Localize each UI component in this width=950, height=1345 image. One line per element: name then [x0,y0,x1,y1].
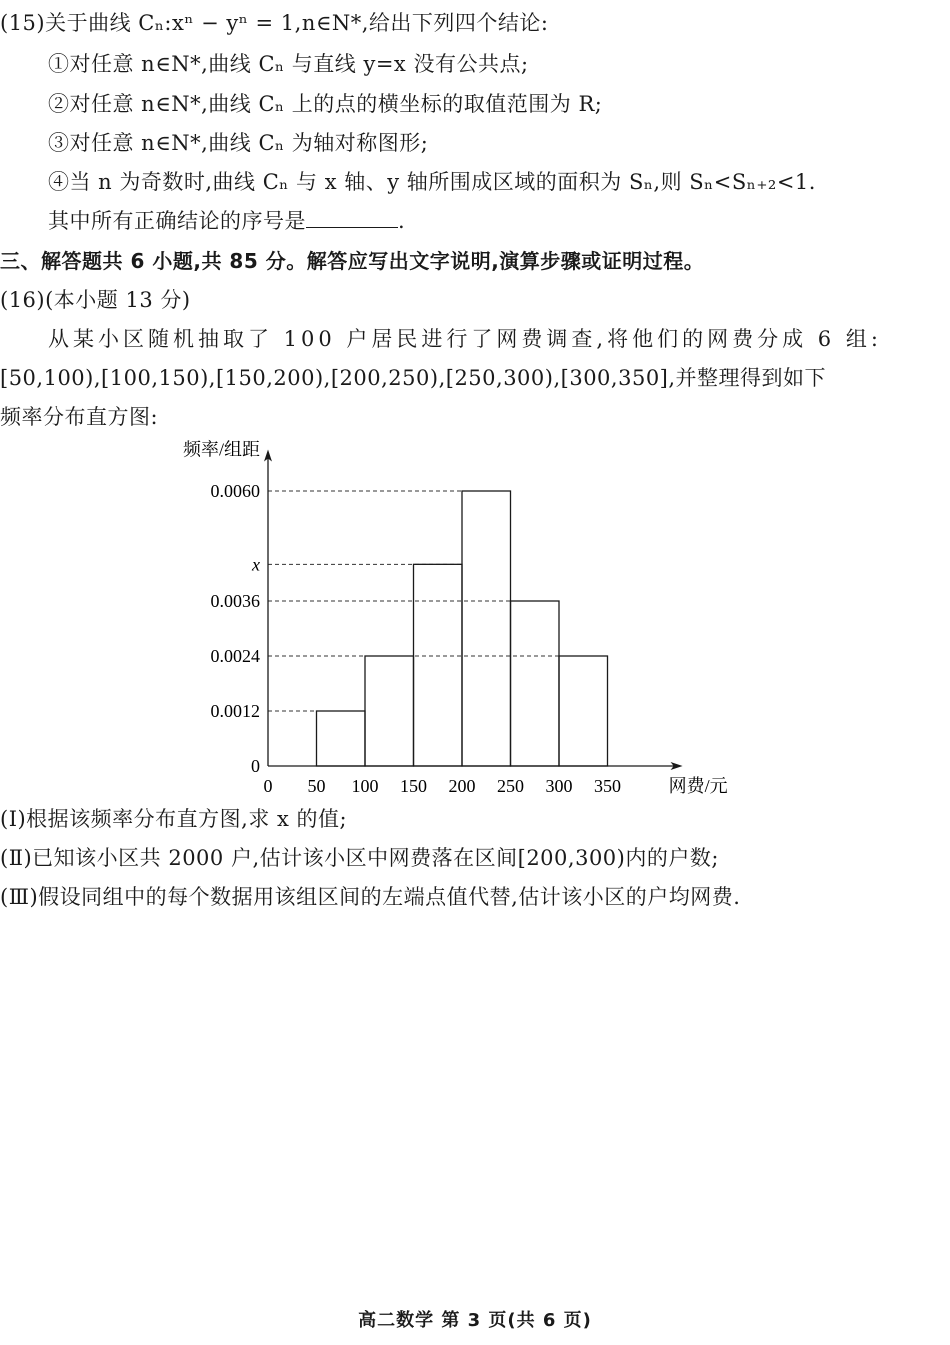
y-tick-label: 0.0036 [210,591,260,612]
x-tick-label: 50 [307,776,326,796]
q16-intro-1: 从某小区随机抽取了 100 户居民进行了网费调查,将他们的网费分成 6 组: [48,327,882,351]
q15-item-1: ①对任意 n∈N*,曲线 Cₙ 与直线 y=x 没有公共点; [48,52,529,76]
q16-intro-3: 频率分布直方图: [0,405,159,429]
section-3-heading: 三、解答题共 6 小题,共 85 分。解答应写出文字说明,演算步骤或证明过程。 [0,249,705,273]
x-axis-label: 网费/元 [668,776,728,796]
x-tick-label: 200 [448,776,476,796]
histogram-bar [317,711,366,766]
q16-part-2: (Ⅱ)已知该小区共 2000 户,估计该小区中网费落在区间[200,300)内的户数; [0,846,719,870]
frequency-histogram [160,439,728,800]
q15-item-3: ③对任意 n∈N*,曲线 Cₙ 为轴对称图形; [48,131,429,155]
q15-ask-text: 其中所有正确结论的序号是 [48,209,306,233]
x-tick-label: 350 [594,776,621,796]
q16-part-3: (Ⅲ)假设同组中的每个数据用该组区间的左端点值代替,估计该小区的户均网费. [0,885,741,909]
q15-item-2: ②对任意 n∈N*,曲线 Cₙ 上的点的横坐标的取值范围为 R; [48,92,603,116]
q15-ask-end: . [398,209,406,233]
histogram-bar [365,656,414,766]
x-tick-label: 300 [545,776,573,796]
histogram-bar [414,564,463,766]
q16-part-1: (Ⅰ)根据该频率分布直方图,求 x 的值; [0,807,348,831]
y-tick-label: 0.0012 [210,701,260,722]
y-axis-label: 频率/组距 [182,439,260,460]
histogram-bar [462,491,511,766]
x-tick-label: 0 [263,776,273,796]
y-tick-label: 0 [251,756,260,776]
histogram-bar [559,656,608,766]
q15-stem: (15)关于曲线 Cₙ:xⁿ − yⁿ = 1,n∈N*,给出下列四个结论: [0,11,549,35]
answer-blank [306,207,398,228]
y-tick-label: 0.0024 [210,646,260,667]
x-tick-label: 100 [351,776,379,796]
histogram-bar [511,601,560,766]
y-tick-label: 0.0060 [210,481,260,502]
q15-ask [48,206,405,236]
page-footer: 高二数学 第 3 页(共 6 页) [358,1310,592,1331]
q16-header: (16)(本小题 13 分) [0,288,191,312]
q15-item-4: ④当 n 为奇数时,曲线 Cₙ 与 x 轴、y 轴所围成区域的面积为 Sₙ,则 Sₙ<Sₙ₊₂<1. [48,170,816,194]
y-tick-label: x [252,554,260,575]
q16-intro-2: [50,100),[100,150),[150,200),[200,250),[250,300),[300,350],并整理得到如下 [0,366,827,390]
x-tick-label: 150 [400,776,427,796]
x-tick-label: 250 [497,776,524,796]
